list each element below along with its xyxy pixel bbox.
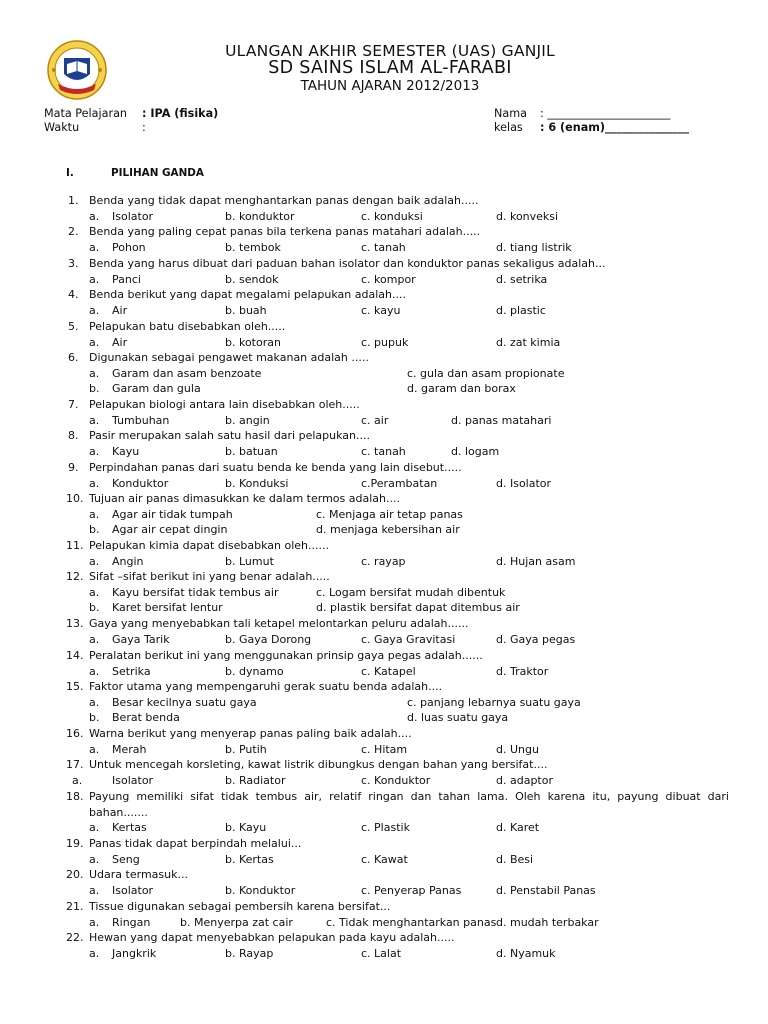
question-number: 7. [68,398,79,411]
question-text: Peralatan berikut ini yang menggunakan prinsip gaya pegas adalah...... [89,649,483,662]
option-d: d. setrika [496,272,548,286]
option-d: d. mudah terbakar [496,915,599,929]
option-c: c. Tidak menghantarkan panas [326,915,497,929]
question-number: 2. [68,225,79,238]
option-c: c. Menjaga air tetap panas [316,507,463,521]
option-marker-a: a. [89,883,100,897]
option-c: c. pupuk [361,335,409,349]
option-marker-a: a. [89,632,100,646]
subject-label: Mata Pelajaran [44,107,128,120]
option-d: d. tiang listrik [496,240,572,254]
option-a: Besar kecilnya suatu gaya [112,695,257,709]
question-text: Udara termasuk... [89,868,188,881]
option-marker-a: a. [89,554,100,568]
option-a: Angin [112,554,144,568]
school-name: SD SAINS ISLAM AL-FARABI [268,58,512,78]
option-marker-b: b. [89,382,100,396]
option-marker-a: a. [89,821,100,835]
option-marker-a: a. [89,303,100,317]
option-marker-a: a. [89,209,100,223]
question-number: 5. [68,320,79,333]
option-a: Gaya Tarik [112,632,170,646]
class-field: : 6 (enam)_______________ [540,121,689,134]
option-c: c. tanah [361,240,406,254]
option-a: Kayu [112,444,140,458]
option-a: Setrika [112,664,151,678]
option-b: b. Kertas [225,852,274,866]
option-b: b. Radiator [225,773,286,787]
option-b: b. Menyerpa zat cair [180,915,293,929]
question-text: Benda berikut yang dapat megalami pelapukan adalah.... [89,288,406,301]
option-c: c. Gaya Gravitasi [361,632,456,646]
question-number: 19. [66,837,84,850]
question-number: 10. [66,492,84,505]
option-b: b. batuan [225,444,278,458]
question-number: 12. [66,570,84,583]
option-a: Seng [112,852,140,866]
question-text: Perpindahan panas dari suatu benda ke benda yang lain disebut..... [89,461,462,474]
option-a: Tumbuhan [112,413,170,427]
option-c: c. gula dan asam propionate [407,366,565,380]
option-a: Panci [112,272,141,286]
question-number: 18. [66,790,84,803]
question-number: 3. [68,257,79,270]
question-number: 1. [68,194,79,207]
option-c: c. konduksi [361,209,423,223]
option-a: Isolator [112,209,154,223]
option-a: Air [112,303,128,317]
question-text: Benda yang tidak dapat menghantarkan panas dengan baik adalah..... [89,194,479,207]
option-d: d. luas suatu gaya [407,711,509,725]
option-marker-b: b. [89,523,100,537]
option-marker-a: a. [89,272,100,286]
option-marker-b: b. [89,601,100,615]
option-b: b. Putih [225,742,267,756]
option-d: d. plastic [496,303,546,317]
question-number: 22. [66,931,84,944]
question-text: Tissue digunakan sebagai pembersih karena bersifat... [89,900,391,913]
option-c: c. rayap [361,554,406,568]
option-b: b. Rayap [225,946,274,960]
question-text: Tujuan air panas dimasukkan ke dalam termos adalah.... [89,492,400,505]
option-c: c. Katapel [361,664,416,678]
option-c: c. tanah [361,444,406,458]
option-d: d. Karet [496,821,540,835]
option-d: d. plastik bersifat dapat ditembus air [316,601,520,615]
option-a: Agar air tidak tumpah [112,507,233,521]
option-marker-a: a. [89,507,100,521]
option-c: c. Hitam [361,742,408,756]
option-d: d. konveksi [496,209,559,223]
question-number: 15. [66,680,84,693]
option-c: c. Penyerap Panas [361,883,462,897]
option-b: Garam dan gula [112,382,201,396]
option-c: c. kompor [361,272,416,286]
question-text: Pasir merupakan salah satu hasil dari pelapukan.... [89,429,370,442]
question-text: Panas tidak dapat berpindah melalui... [89,837,302,850]
option-d: d. Penstabil Panas [496,883,596,897]
option-c: c.Perambatan [361,476,438,490]
question-text: Faktor utama yang mempengaruhi gerak suatu benda adalah.... [89,680,443,693]
question-text-continued: bahan....... [89,805,148,819]
option-a: Kertas [112,821,147,835]
question-text: Benda yang paling cepat panas bila terkena panas matahari adalah..... [89,225,481,238]
subject-value: : IPA (fisika) [142,107,219,120]
option-d: d. Isolator [496,476,552,490]
option-a: Air [112,335,128,349]
option-a: Garam dan asam benzoate [112,366,262,380]
option-b: b. buah [225,303,267,317]
question-text: Payung memiliki sifat tidak tembus air, relatif ringan dan tahan lama. Oleh karena itu, payung dibuat dari [89,790,729,803]
option-b: b. Konduktor [225,883,296,897]
option-b: b. sendok [225,272,279,286]
question-text: Untuk mencegah korsleting, kawat listrik dibungkus dengan bahan yang bersifat.... [89,758,548,771]
option-marker-a: a. [72,773,83,787]
school-logo [44,40,110,102]
option-a: Isolator [112,883,154,897]
option-a: Kayu bersifat tidak tembus air [112,585,279,599]
section-number: I. [66,167,74,179]
question-text: Pelapukan batu disebabkan oleh..... [89,320,286,333]
option-b: Berat benda [112,711,180,725]
question-number: 11. [66,539,84,552]
option-a: Jangkrik [112,946,157,960]
option-marker-a: a. [89,585,100,599]
time-label: Waktu [44,121,80,134]
option-c: c. Kawat [361,852,408,866]
name-field: : ______________________ [540,107,671,120]
option-b: b. Gaya Dorong [225,632,312,646]
option-d: d. menjaga kebersihan air [316,523,460,537]
question-text: Sifat –sifat berikut ini yang benar adalah..... [89,570,330,583]
option-d: d. garam dan borax [407,382,516,396]
option-b: b. angin [225,413,270,427]
option-marker-a: a. [89,664,100,678]
name-label: Nama [494,107,527,120]
question-number: 8. [68,429,79,442]
option-a: Pohon [112,240,146,254]
option-marker-a: a. [89,335,100,349]
question-text: Gaya yang menyebabkan tali ketapel melontarkan peluru adalah...... [89,617,469,630]
option-b: b. konduktor [225,209,295,223]
option-a: Konduktor [112,476,169,490]
option-marker-a: a. [89,444,100,458]
section-title: PILIHAN GANDA [111,167,204,179]
option-d: d. zat kimia [496,335,561,349]
option-marker-a: a. [89,366,100,380]
option-d: d. Ungu [496,742,539,756]
option-b: b. Kayu [225,821,267,835]
option-b: b. tembok [225,240,281,254]
option-b: b. Lumut [225,554,274,568]
option-a: Ringan [112,915,151,929]
option-c: c. air [361,413,389,427]
question-number: 17. [66,758,84,771]
question-number: 16. [66,727,84,740]
option-c: c. kayu [361,303,401,317]
option-b: Agar air cepat dingin [112,523,228,537]
option-c: c. Lalat [361,946,402,960]
option-b: b. Konduksi [225,476,289,490]
time-value: : [142,121,146,134]
option-marker-a: a. [89,413,100,427]
option-d: d. adaptor [496,773,553,787]
class-label: kelas [494,121,523,134]
question-number: 6. [68,351,79,364]
option-a: Isolator [112,773,154,787]
option-d: d. Hujan asam [496,554,576,568]
option-marker-a: a. [89,915,100,929]
question-text: Pelapukan kimia dapat disebabkan oleh...... [89,539,329,552]
option-b: b. dynamo [225,664,284,678]
question-text: Benda yang harus dibuat dari paduan bahan isolator dan konduktor panas sekaligus adalah... [89,257,606,270]
option-d: d. Gaya pegas [496,632,576,646]
option-d: d. Besi [496,852,534,866]
option-d: d. Traktor [496,664,549,678]
question-text: Digunakan sebagai pengawet makanan adalah ..... [89,351,369,364]
question-text: Hewan yang dapat menyebabkan pelapukan pada kayu adalah..... [89,931,455,944]
exam-title: ULANGAN AKHIR SEMESTER (UAS) GANJIL [225,42,555,60]
question-text: Warna berikut yang menyerap panas paling baik adalah.... [89,727,412,740]
question-number: 13. [66,617,84,630]
option-marker-a: a. [89,695,100,709]
option-b: b. kotoran [225,335,281,349]
option-c: c. panjang lebarnya suatu gaya [407,695,581,709]
question-number: 4. [68,288,79,301]
option-c: c. Plastik [361,821,410,835]
question-number: 9. [68,461,79,474]
option-c: c. Logam bersifat mudah dibentuk [316,585,506,599]
option-d: d. logam [451,444,500,458]
option-marker-a: a. [89,476,100,490]
question-number: 20. [66,868,84,881]
option-marker-a: a. [89,240,100,254]
option-d: d. panas matahari [451,413,552,427]
academic-year: TAHUN AJARAN 2012/2013 [300,78,480,94]
option-marker-a: a. [89,852,100,866]
option-b: Karet bersifat lentur [112,601,223,615]
option-marker-a: a. [89,742,100,756]
question-text: Pelapukan biologi antara lain disebabkan oleh..... [89,398,360,411]
option-marker-a: a. [89,946,100,960]
question-number: 14. [66,649,84,662]
option-d: d. Nyamuk [496,946,556,960]
option-c: c. Konduktor [361,773,431,787]
question-number: 21. [66,900,84,913]
option-a: Merah [112,742,147,756]
option-marker-b: b. [89,711,100,725]
